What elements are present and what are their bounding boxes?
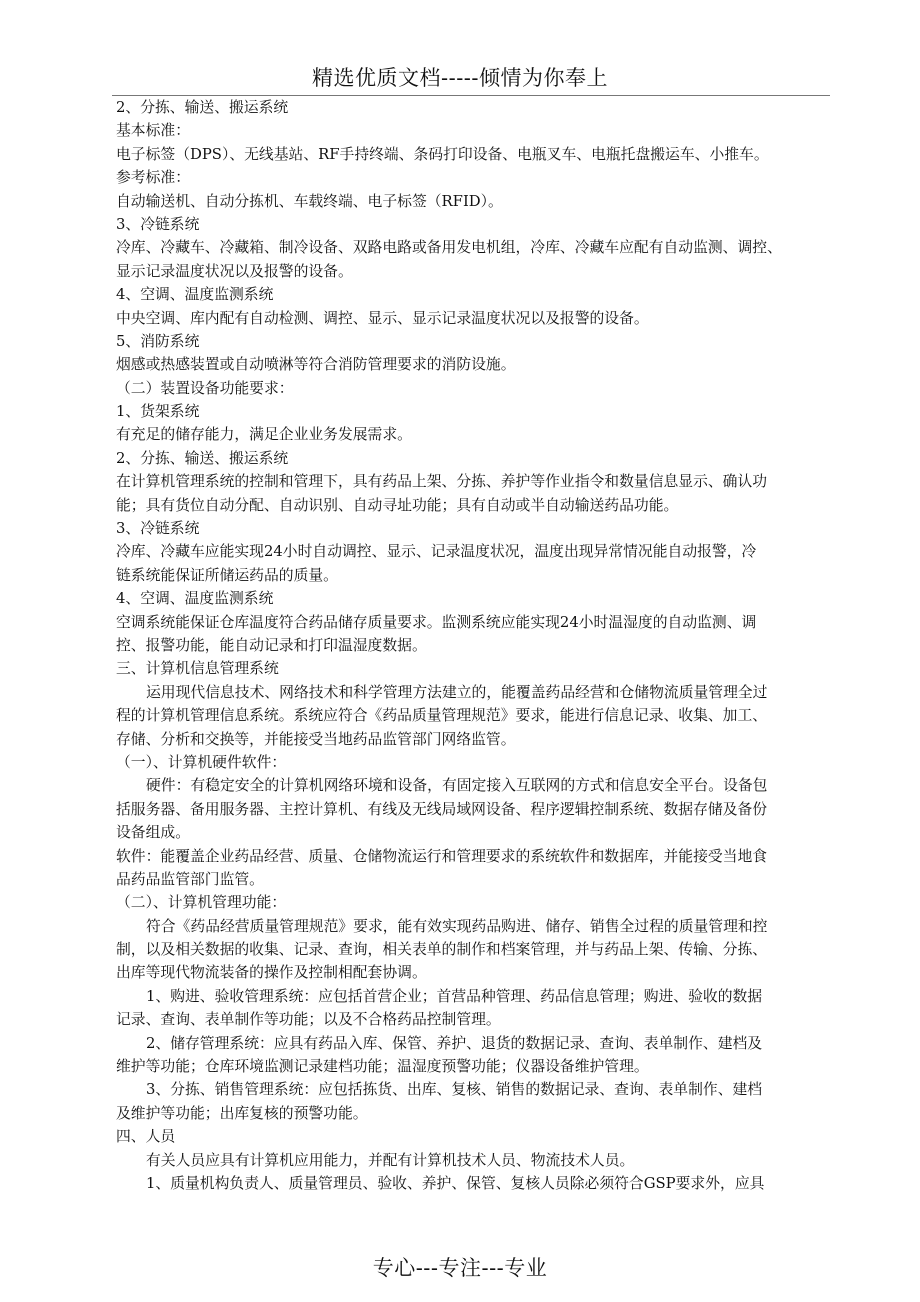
- text-line: 品药品监管部门监管。: [116, 870, 264, 888]
- text-line: 电子标签（DPS）、无线基站、RF手持终端、条码打印设备、电瓶叉车、电瓶托盘搬运车、小推车。: [116, 145, 769, 163]
- text-line: 1、货架系统: [116, 403, 200, 421]
- text-line: 出库等现代物流装备的操作及控制相配套协调。: [116, 964, 427, 982]
- text-line: 5、消防系统: [116, 332, 200, 350]
- text-line: 3、分拣、销售管理系统：应包括拣货、出库、复核、销售的数据记录、查询、表单制作、建档: [146, 1081, 763, 1099]
- text-line: 2、储存管理系统：应具有药品入库、保管、养护、退货的数据记录、查询、表单制作、建档及: [146, 1034, 763, 1052]
- text-line: 在计算机管理系统的控制和管理下，具有药品上架、分拣、养护等作业指令和数量信息显示、确认功: [116, 473, 768, 491]
- text-line: 链系统能保证所储运药品的质量。: [116, 566, 338, 584]
- document-body: [116, 96, 832, 1195]
- text-line: 3、冷链系统: [116, 215, 200, 233]
- text-line: （二）、计算机管理功能：: [116, 894, 287, 912]
- text-line: 冷库、冷藏车应能实现24小时自动调控、显示、记录温度状况，温度出现异常情况能自动报警，冷: [116, 543, 757, 561]
- text-line: 能；具有货位自动分配、自动识别、自动寻址功能；具有自动或半自动输送药品功能。: [116, 496, 679, 514]
- text-line: 有关人员应具有计算机应用能力，并配有计算机技术人员、物流技术人员。: [146, 1151, 635, 1169]
- text-line: 有充足的储存能力，满足企业业务发展需求。: [116, 426, 412, 444]
- text-line: （一）、计算机硬件软件：: [116, 753, 287, 771]
- text-line: 符合《药品经营质量管理规范》要求，能有效实现药品购进、储存、销售全过程的质量管理和控: [146, 917, 768, 935]
- text-line: 括服务器、备用服务器、主控计算机、有线及无线局域网设备、程序逻辑控制系统、数据存储及备份: [116, 800, 768, 818]
- text-line: 设备组成。: [116, 824, 190, 842]
- text-line: 4、空调、温度监测系统: [116, 590, 274, 608]
- text-line: 1、质量机构负责人、质量管理员、验收、养护、保管、复核人员除必须符合GSP要求外，应具: [146, 1174, 765, 1192]
- page-footer: 专心---专注---专业: [372, 1256, 548, 1280]
- text-line: 三、计算机信息管理系统: [116, 660, 279, 678]
- text-line: 制，以及相关数据的收集、记录、查询，相关表单的制作和档案管理，并与药品上架、传输、分拣、: [116, 941, 768, 959]
- text-line: 中央空调、库内配有自动检测、调控、显示、显示记录温度状况以及报警的设备。: [116, 309, 649, 327]
- text-line: 维护等功能；仓库环境监测记录建档功能；温湿度预警功能；仪器设备维护管理。: [116, 1058, 649, 1076]
- text-line: 程的计算机管理信息系统。系统应符合《药品质量管理规范》要求，能进行信息记录、收集、加工、: [116, 707, 768, 725]
- text-line: 3、冷链系统: [116, 520, 200, 538]
- text-line: 空调系统能保证仓库温度符合药品储存质量要求。监测系统应能实现24小时温湿度的自动监测、调: [116, 613, 757, 631]
- text-line: 软件：能覆盖企业药品经营、质量、仓储物流运行和管理要求的系统软件和数据库，并能接受当地食: [116, 847, 768, 865]
- text-line: 基本标准：: [116, 122, 190, 140]
- text-line: （二）装置设备功能要求：: [116, 379, 294, 397]
- text-line: 存储、分析和交换等，并能接受当地药品监管部门网络监管。: [116, 730, 516, 748]
- text-line: 4、空调、温度监测系统: [116, 286, 274, 304]
- text-line: 四、人员: [116, 1128, 176, 1146]
- text-line: 及维护等功能；出库复核的预警功能。: [116, 1104, 368, 1122]
- text-line: 运用现代信息技术、网络技术和科学管理方法建立的，能覆盖药品经营和仓储物流质量管理全过: [146, 683, 768, 701]
- page-header: 精选优质文档-----倾情为你奉上: [312, 66, 608, 90]
- text-line: 控、报警功能，能自动记录和打印温湿度数据。: [116, 636, 427, 654]
- text-line: 记录、查询、表单制作等功能；以及不合格药品控制管理。: [116, 1011, 501, 1029]
- text-line: 冷库、冷藏车、冷藏箱、制冷设备、双路电路或备用发电机组，冷库、冷藏车应配有自动监测、调控、: [116, 239, 782, 257]
- text-line: 1、购进、验收管理系统：应包括首营企业；首营品种管理、药品信息管理；购进、验收的数据: [146, 987, 763, 1005]
- text-line: 2、分拣、输送、搬运系统: [116, 99, 289, 116]
- text-line: 烟感或热感装置或自动喷淋等符合消防管理要求的消防设施。: [116, 356, 516, 374]
- text-line: 2、分拣、输送、搬运系统: [116, 449, 289, 467]
- text-line: 硬件：有稳定安全的计算机网络环境和设备，有固定接入互联网的方式和信息安全平台。设备包: [146, 777, 768, 795]
- text-line: 显示记录温度状况以及报警的设备。: [116, 262, 353, 280]
- text-line: 参考标准：: [116, 169, 190, 187]
- text-line: 自动输送机、自动分拣机、车载终端、电子标签（RFID）。: [116, 192, 503, 210]
